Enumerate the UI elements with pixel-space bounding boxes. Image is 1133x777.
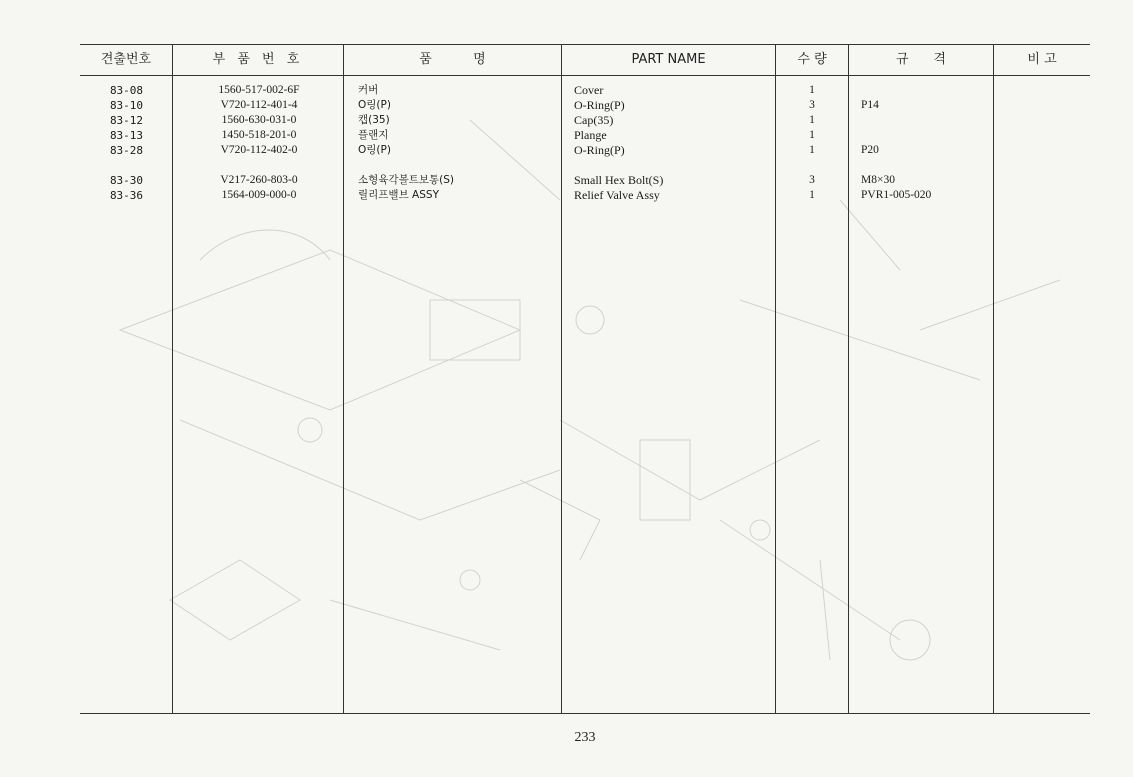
part-name: Cap(35) [574,113,614,127]
part-number: 1564-009-000-0 [221,189,297,201]
key-number: 83-36 [109,189,144,202]
table-row [80,143,1090,158]
table-row [80,173,1090,188]
table-row [80,188,1090,203]
part-name: Plange [574,128,607,142]
table-row [80,98,1090,113]
quantity: 1 [809,189,815,201]
name-kr: 소형육각볼트보통(S) [358,174,455,186]
header-quantity: 수 량 [797,52,827,67]
quantity: 3 [809,174,815,186]
header-part-number: 부 품 번 호 [212,52,304,67]
part-name: O-Ring(P) [574,143,625,157]
name-kr: 플랜지 [358,129,389,141]
part-number: V720-112-401-4 [220,99,298,111]
part-name: Small Hex Bolt(S) [574,173,664,187]
part-name: Cover [574,83,604,97]
header-key: 견출번호 [100,52,152,67]
part-name: O-Ring(P) [574,98,625,112]
part-number: 1560-630-031-0 [221,114,297,126]
name-kr: 릴리프밸브 ASSY [358,189,439,201]
name-kr: 캡(35) [358,114,390,126]
spec: P14 [861,99,879,111]
quantity: 3 [809,99,815,111]
key-number: 83-12 [109,114,144,127]
spec: PVR1-005-020 [861,189,932,201]
key-number: 83-10 [109,99,144,112]
header-name-kr: 품 명 [419,52,486,67]
key-number: 83-28 [109,144,144,157]
spec: P20 [861,144,879,156]
quantity: 1 [809,144,815,156]
part-number: 1560-517-002-6F [218,84,300,96]
quantity: 1 [809,114,815,126]
part-number: 1450-518-201-0 [221,129,297,141]
header-remarks: 비 고 [1027,52,1057,67]
quantity: 1 [809,129,815,141]
table-row [80,83,1090,98]
part-number: V720-112-402-0 [220,144,298,156]
header-rule [80,75,1090,76]
table-row [80,128,1090,143]
part-name: Relief Valve Assy [574,188,660,202]
key-number: 83-08 [109,84,144,97]
quantity: 1 [809,84,815,96]
key-number: 83-30 [109,174,144,187]
table-row [80,113,1090,128]
name-kr: 커버 [358,84,379,96]
page-number: 233 [574,730,596,745]
parts-table [80,44,1090,714]
spec: M8×30 [861,174,895,186]
part-number: V217-260-803-0 [220,174,298,186]
header-spec: 규 격 [896,52,946,67]
name-kr: O링(P) [358,99,391,111]
key-number: 83-13 [109,129,144,142]
header-part-name: PART NAME [631,52,706,67]
name-kr: O링(P) [358,144,391,156]
